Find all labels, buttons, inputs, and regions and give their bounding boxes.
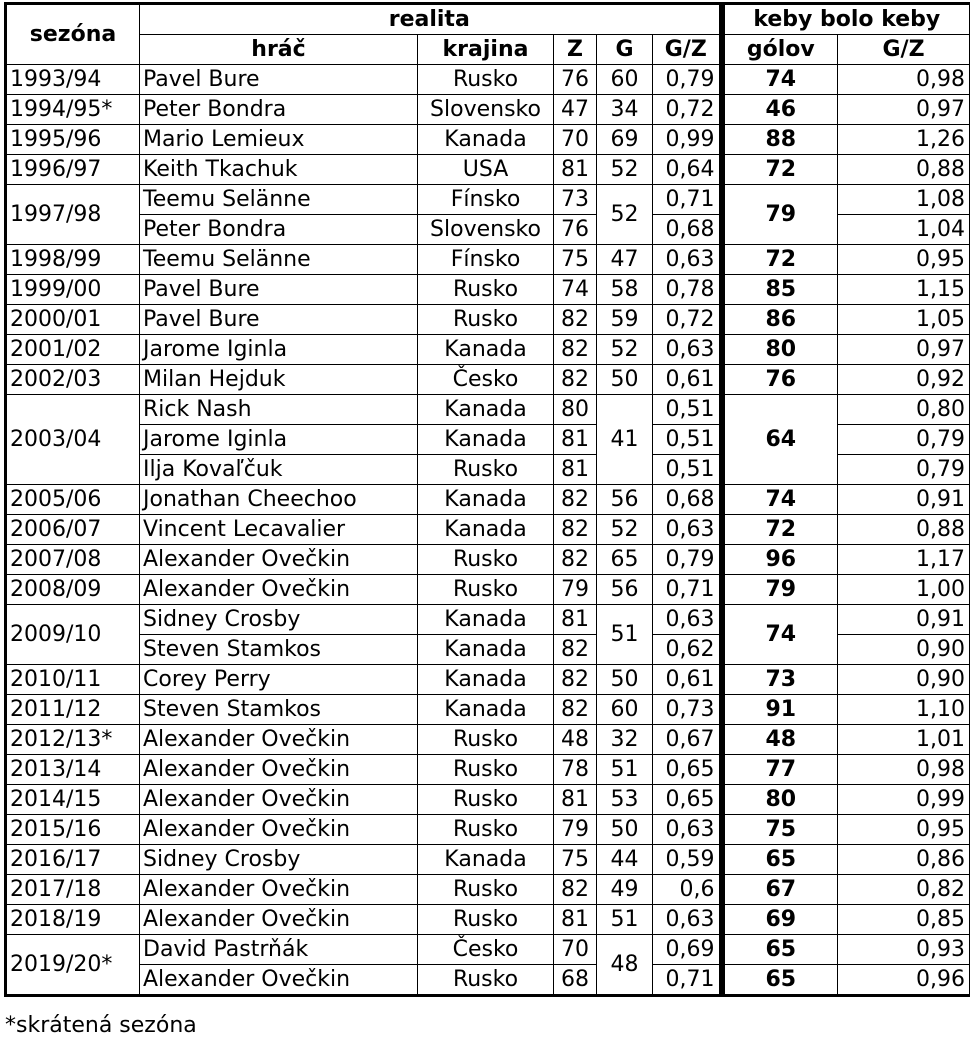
player-cell: Alexander Ovečkin: [140, 575, 418, 605]
season-cell: 1997/98: [6, 185, 140, 245]
player-cell: Alexander Ovečkin: [140, 965, 418, 996]
country-cell: Kanada: [418, 635, 554, 665]
gpg-cell: 0,79: [653, 545, 722, 575]
country-cell: Rusko: [418, 755, 554, 785]
table-row: [6, 65, 970, 95]
whatif-goals-cell: 96: [722, 545, 838, 575]
header-gpg: G/Z: [653, 35, 722, 65]
whatif-gpg-cell: 0,91: [838, 485, 970, 515]
whatif-gpg-cell: 0,79: [838, 455, 970, 485]
whatif-goals-cell: 86: [722, 305, 838, 335]
goals-cell: 52: [597, 335, 653, 365]
gpg-cell: 0,72: [653, 95, 722, 125]
season-cell: 2002/03: [6, 365, 140, 395]
whatif-goals-cell: 65: [722, 935, 838, 965]
whatif-gpg-cell: 0,88: [838, 155, 970, 185]
header-goals: G: [597, 35, 653, 65]
country-cell: Fínsko: [418, 245, 554, 275]
games-cell: 79: [554, 575, 597, 605]
games-cell: 82: [554, 875, 597, 905]
season-cell: 2006/07: [6, 515, 140, 545]
goals-cell: 52: [597, 515, 653, 545]
games-cell: 81: [554, 455, 597, 485]
player-cell: Keith Tkachuk: [140, 155, 418, 185]
country-cell: Rusko: [418, 965, 554, 996]
player-cell: Alexander Ovečkin: [140, 545, 418, 575]
country-cell: Kanada: [418, 395, 554, 425]
whatif-goals-cell: 64: [722, 395, 838, 485]
player-cell: Steven Stamkos: [140, 695, 418, 725]
country-cell: Rusko: [418, 875, 554, 905]
table-row: [6, 395, 970, 425]
player-cell: Vincent Lecavalier: [140, 515, 418, 545]
whatif-goals-cell: 79: [722, 185, 838, 245]
whatif-goals-cell: 67: [722, 875, 838, 905]
season-cell: 1994/95*: [6, 95, 140, 125]
whatif-gpg-cell: 1,04: [838, 215, 970, 245]
goals-cell: 52: [597, 185, 653, 245]
table-row: [6, 245, 970, 275]
whatif-goals-cell: 72: [722, 515, 838, 545]
table-row: [6, 755, 970, 785]
gpg-cell: 0,64: [653, 155, 722, 185]
player-cell: Alexander Ovečkin: [140, 875, 418, 905]
header-season: sezóna: [6, 4, 140, 65]
goals-cell: 51: [597, 905, 653, 935]
player-cell: Corey Perry: [140, 665, 418, 695]
goals-cell: 34: [597, 95, 653, 125]
season-cell: 2005/06: [6, 485, 140, 515]
country-cell: Rusko: [418, 575, 554, 605]
gpg-cell: 0,51: [653, 455, 722, 485]
goals-cell: 52: [597, 155, 653, 185]
whatif-gpg-cell: 0,95: [838, 815, 970, 845]
goals-cell: 50: [597, 665, 653, 695]
season-cell: 2016/17: [6, 845, 140, 875]
gpg-cell: 0,67: [653, 725, 722, 755]
country-cell: Kanada: [418, 515, 554, 545]
games-cell: 81: [554, 605, 597, 635]
country-cell: Kanada: [418, 425, 554, 455]
whatif-goals-cell: 76: [722, 365, 838, 395]
player-cell: Peter Bondra: [140, 95, 418, 125]
games-cell: 82: [554, 695, 597, 725]
table-row: [6, 605, 970, 635]
table-row: [6, 95, 970, 125]
whatif-gpg-cell: 0,90: [838, 635, 970, 665]
whatif-gpg-cell: 0,79: [838, 425, 970, 455]
whatif-gpg-cell: 1,05: [838, 305, 970, 335]
player-cell: Jonathan Cheechoo: [140, 485, 418, 515]
games-cell: 81: [554, 155, 597, 185]
goals-cell: 60: [597, 695, 653, 725]
season-cell: 2000/01: [6, 305, 140, 335]
player-cell: Steven Stamkos: [140, 635, 418, 665]
whatif-goals-cell: 91: [722, 695, 838, 725]
gpg-cell: 0,65: [653, 755, 722, 785]
games-cell: 76: [554, 215, 597, 245]
table-row: [6, 905, 970, 935]
player-cell: Jarome Iginla: [140, 425, 418, 455]
whatif-goals-cell: 65: [722, 965, 838, 996]
games-cell: 75: [554, 845, 597, 875]
games-cell: 70: [554, 935, 597, 965]
scoring-table: [4, 2, 970, 997]
goals-cell: 51: [597, 605, 653, 665]
goals-cell: 48: [597, 935, 653, 996]
header-reality: realita: [140, 4, 722, 35]
country-cell: Slovensko: [418, 95, 554, 125]
player-cell: Alexander Ovečkin: [140, 755, 418, 785]
table-row: [6, 365, 970, 395]
whatif-goals-cell: 80: [722, 785, 838, 815]
player-cell: Milan Hejduk: [140, 365, 418, 395]
whatif-goals-cell: 74: [722, 485, 838, 515]
country-cell: Kanada: [418, 665, 554, 695]
player-cell: Sidney Crosby: [140, 845, 418, 875]
whatif-goals-cell: 85: [722, 275, 838, 305]
season-cell: 2010/11: [6, 665, 140, 695]
season-cell: 1993/94: [6, 65, 140, 95]
gpg-cell: 0,51: [653, 425, 722, 455]
whatif-gpg-cell: 0,98: [838, 65, 970, 95]
season-cell: 2013/14: [6, 755, 140, 785]
gpg-cell: 0,78: [653, 275, 722, 305]
gpg-cell: 0,63: [653, 905, 722, 935]
whatif-gpg-cell: 0,82: [838, 875, 970, 905]
table-row: [6, 575, 970, 605]
header-whatif-goals: gólov: [722, 35, 838, 65]
gpg-cell: 0,61: [653, 365, 722, 395]
season-cell: 2019/20*: [6, 935, 140, 996]
country-cell: Slovensko: [418, 215, 554, 245]
games-cell: 82: [554, 665, 597, 695]
country-cell: Rusko: [418, 905, 554, 935]
table-row: [6, 815, 970, 845]
table-row: [6, 485, 970, 515]
table-row: [6, 965, 970, 996]
table-row: [6, 695, 970, 725]
country-cell: Rusko: [418, 275, 554, 305]
goals-cell: 56: [597, 575, 653, 605]
gpg-cell: 0,6: [653, 875, 722, 905]
player-cell: Alexander Ovečkin: [140, 905, 418, 935]
gpg-cell: 0,63: [653, 335, 722, 365]
whatif-gpg-cell: 1,01: [838, 725, 970, 755]
season-cell: 2017/18: [6, 875, 140, 905]
table-body: [6, 65, 970, 996]
gpg-cell: 0,79: [653, 65, 722, 95]
table-row: [6, 665, 970, 695]
country-cell: Kanada: [418, 125, 554, 155]
player-cell: Teemu Selänne: [140, 185, 418, 215]
gpg-cell: 0,71: [653, 185, 722, 215]
season-cell: 1999/00: [6, 275, 140, 305]
whatif-gpg-cell: 1,00: [838, 575, 970, 605]
whatif-goals-cell: 88: [722, 125, 838, 155]
whatif-goals-cell: 79: [722, 575, 838, 605]
table-row: [6, 335, 970, 365]
games-cell: 82: [554, 335, 597, 365]
table-row: [6, 515, 970, 545]
player-cell: Pavel Bure: [140, 275, 418, 305]
gpg-cell: 0,69: [653, 935, 722, 965]
games-cell: 81: [554, 905, 597, 935]
whatif-gpg-cell: 1,26: [838, 125, 970, 155]
country-cell: Rusko: [418, 305, 554, 335]
season-cell: 1995/96: [6, 125, 140, 155]
games-cell: 82: [554, 305, 597, 335]
country-cell: Rusko: [418, 815, 554, 845]
player-cell: Teemu Selänne: [140, 245, 418, 275]
goals-cell: 51: [597, 755, 653, 785]
whatif-gpg-cell: 0,92: [838, 365, 970, 395]
player-cell: Pavel Bure: [140, 305, 418, 335]
goals-cell: 58: [597, 275, 653, 305]
country-cell: Kanada: [418, 605, 554, 635]
whatif-goals-cell: 73: [722, 665, 838, 695]
season-cell: 2015/16: [6, 815, 140, 845]
goals-cell: 50: [597, 815, 653, 845]
country-cell: Rusko: [418, 65, 554, 95]
games-cell: 73: [554, 185, 597, 215]
games-cell: 79: [554, 815, 597, 845]
games-cell: 78: [554, 755, 597, 785]
whatif-gpg-cell: 0,99: [838, 785, 970, 815]
gpg-cell: 0,71: [653, 965, 722, 996]
table-row: [6, 185, 970, 215]
whatif-goals-cell: 75: [722, 815, 838, 845]
goals-cell: 32: [597, 725, 653, 755]
country-cell: Rusko: [418, 455, 554, 485]
goals-cell: 59: [597, 305, 653, 335]
season-cell: 2014/15: [6, 785, 140, 815]
games-cell: 81: [554, 785, 597, 815]
games-cell: 82: [554, 485, 597, 515]
season-cell: 2007/08: [6, 545, 140, 575]
games-cell: 76: [554, 65, 597, 95]
games-cell: 80: [554, 395, 597, 425]
whatif-goals-cell: 69: [722, 905, 838, 935]
games-cell: 47: [554, 95, 597, 125]
games-cell: 82: [554, 545, 597, 575]
country-cell: Fínsko: [418, 185, 554, 215]
gpg-cell: 0,65: [653, 785, 722, 815]
footnote: *skrátená sezóna: [5, 1013, 197, 1038]
whatif-goals-cell: 80: [722, 335, 838, 365]
country-cell: Rusko: [418, 725, 554, 755]
goals-cell: 60: [597, 65, 653, 95]
player-cell: Ilja Kovaľčuk: [140, 455, 418, 485]
whatif-gpg-cell: 0,93: [838, 935, 970, 965]
whatif-gpg-cell: 0,85: [838, 905, 970, 935]
header-games: Z: [554, 35, 597, 65]
gpg-cell: 0,63: [653, 515, 722, 545]
gpg-cell: 0,68: [653, 485, 722, 515]
player-cell: Pavel Bure: [140, 65, 418, 95]
goals-cell: 69: [597, 125, 653, 155]
whatif-gpg-cell: 1,15: [838, 275, 970, 305]
country-cell: Rusko: [418, 545, 554, 575]
gpg-cell: 0,73: [653, 695, 722, 725]
header-country: krajina: [418, 35, 554, 65]
whatif-gpg-cell: 0,86: [838, 845, 970, 875]
player-cell: Jarome Iginla: [140, 335, 418, 365]
table-row: [6, 935, 970, 965]
whatif-gpg-cell: 0,91: [838, 605, 970, 635]
season-cell: 2003/04: [6, 395, 140, 485]
whatif-gpg-cell: 1,17: [838, 545, 970, 575]
season-cell: 2011/12: [6, 695, 140, 725]
table-row: [6, 125, 970, 155]
whatif-goals-cell: 72: [722, 245, 838, 275]
gpg-cell: 0,51: [653, 395, 722, 425]
country-cell: Kanada: [418, 485, 554, 515]
gpg-cell: 0,62: [653, 635, 722, 665]
goals-cell: 41: [597, 395, 653, 485]
whatif-gpg-cell: 0,97: [838, 95, 970, 125]
games-cell: 82: [554, 635, 597, 665]
season-cell: 1998/99: [6, 245, 140, 275]
season-cell: 2018/19: [6, 905, 140, 935]
gpg-cell: 0,59: [653, 845, 722, 875]
whatif-gpg-cell: 0,95: [838, 245, 970, 275]
whatif-gpg-cell: 1,10: [838, 695, 970, 725]
country-cell: Kanada: [418, 695, 554, 725]
goals-cell: 65: [597, 545, 653, 575]
whatif-gpg-cell: 0,88: [838, 515, 970, 545]
country-cell: Česko: [418, 365, 554, 395]
season-cell: 2012/13*: [6, 725, 140, 755]
table-row: [6, 875, 970, 905]
gpg-cell: 0,63: [653, 605, 722, 635]
whatif-gpg-cell: 0,97: [838, 335, 970, 365]
whatif-goals-cell: 46: [722, 95, 838, 125]
whatif-goals-cell: 65: [722, 845, 838, 875]
goals-cell: 49: [597, 875, 653, 905]
gpg-cell: 0,71: [653, 575, 722, 605]
games-cell: 75: [554, 245, 597, 275]
player-cell: Alexander Ovečkin: [140, 785, 418, 815]
gpg-cell: 0,63: [653, 815, 722, 845]
season-cell: 2009/10: [6, 605, 140, 665]
games-cell: 48: [554, 725, 597, 755]
gpg-cell: 0,61: [653, 665, 722, 695]
games-cell: 82: [554, 515, 597, 545]
whatif-goals-cell: 77: [722, 755, 838, 785]
player-cell: David Pastrňák: [140, 935, 418, 965]
whatif-goals-cell: 74: [722, 605, 838, 665]
header-whatif: keby bolo keby: [722, 4, 970, 35]
gpg-cell: 0,99: [653, 125, 722, 155]
games-cell: 74: [554, 275, 597, 305]
games-cell: 70: [554, 125, 597, 155]
whatif-gpg-cell: 0,90: [838, 665, 970, 695]
country-cell: Česko: [418, 935, 554, 965]
header-player: hráč: [140, 35, 418, 65]
whatif-goals-cell: 74: [722, 65, 838, 95]
table-row: [6, 305, 970, 335]
season-cell: 1996/97: [6, 155, 140, 185]
games-cell: 82: [554, 365, 597, 395]
goals-cell: 53: [597, 785, 653, 815]
country-cell: USA: [418, 155, 554, 185]
header-whatif-gpg: G/Z: [838, 35, 970, 65]
table-row: [6, 785, 970, 815]
player-cell: Peter Bondra: [140, 215, 418, 245]
gpg-cell: 0,63: [653, 245, 722, 275]
table-row: [6, 725, 970, 755]
season-cell: 2008/09: [6, 575, 140, 605]
games-cell: 81: [554, 425, 597, 455]
season-cell: 2001/02: [6, 335, 140, 365]
gpg-cell: 0,72: [653, 305, 722, 335]
whatif-gpg-cell: 0,80: [838, 395, 970, 425]
table-row: [6, 545, 970, 575]
games-cell: 68: [554, 965, 597, 996]
whatif-goals-cell: 48: [722, 725, 838, 755]
player-cell: Alexander Ovečkin: [140, 815, 418, 845]
player-cell: Rick Nash: [140, 395, 418, 425]
country-cell: Kanada: [418, 335, 554, 365]
goals-cell: 47: [597, 245, 653, 275]
player-cell: Sidney Crosby: [140, 605, 418, 635]
whatif-gpg-cell: 1,08: [838, 185, 970, 215]
gpg-cell: 0,68: [653, 215, 722, 245]
country-cell: Rusko: [418, 785, 554, 815]
whatif-goals-cell: 72: [722, 155, 838, 185]
table-row: [6, 275, 970, 305]
goals-cell: 44: [597, 845, 653, 875]
player-cell: Mario Lemieux: [140, 125, 418, 155]
goals-cell: 50: [597, 365, 653, 395]
whatif-gpg-cell: 0,96: [838, 965, 970, 996]
player-cell: Alexander Ovečkin: [140, 725, 418, 755]
goals-cell: 56: [597, 485, 653, 515]
whatif-gpg-cell: 0,98: [838, 755, 970, 785]
country-cell: Kanada: [418, 845, 554, 875]
table-row: [6, 845, 970, 875]
table-row: [6, 155, 970, 185]
